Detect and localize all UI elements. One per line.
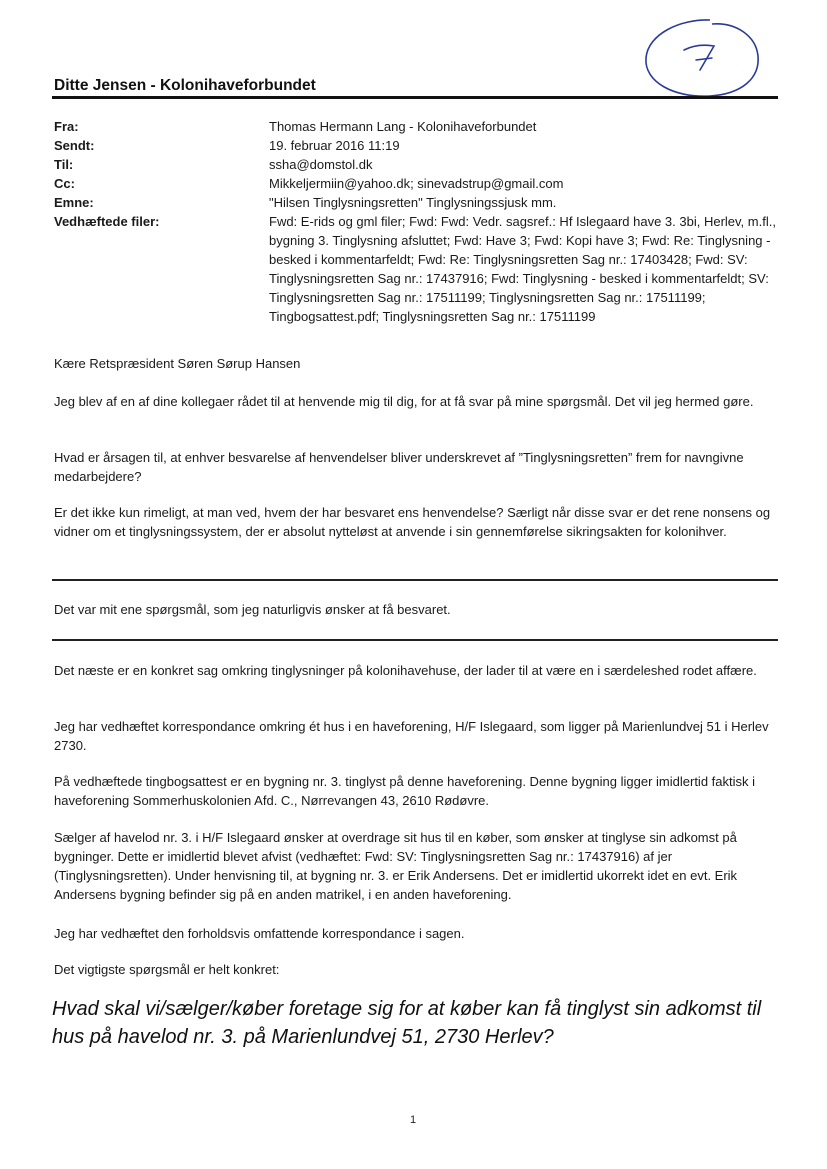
field-value: "Hilsen Tinglysningsretten" Tinglysningssjusk mm. (269, 195, 557, 210)
title-divider (52, 96, 778, 99)
email-field-sent (54, 136, 784, 155)
paragraph-3: Er det ikke kun rimeligt, at man ved, hvem der har besvaret ens henvendelse? Særligt når disse svar er det rene nonsens og vidner om et tinglysningssystem, der er absolut nytteløst at anvende i sin gennemførelse sikringsakten for kolonihver. (54, 505, 771, 539)
paragraph-1: Jeg blev af en af dine kollegaer rådet til at henvende mig til dig, for at få svar på mine spørgsmål. Det vil jeg hermed gøre. (54, 394, 754, 409)
paragraph-8: Sælger af havelod nr. 3. i H/F Islegaard ønsker at overdrage sit hus til en køber, som ønsker at tinglyse sin adkomst på bygninger. Dette er imidlertid blevet afvist (vedhæftet: Fwd: SV: Tinglysningsretten Sag nr.: 17437916) af jer (Tinglysningsretten). Under henvisning til, at bygning nr. 3. er Erik Andersens. Det er imidlertid ukorrekt idet en evt. Erik Andersens bygning befinder sig på en anden matrikel, i en anden haveforening. (54, 830, 738, 902)
field-label: Vedhæftede filer: (54, 214, 160, 229)
paragraph-6: Jeg har vedhæftet korrespondance omkring ét hus i en haveforening, H/F Islegaard, som ligger på Marienlundvej 51 i Herlev 2730. (54, 719, 769, 753)
divider-upper (52, 579, 778, 581)
field-value: ssha@domstol.dk (269, 157, 373, 172)
page-number: 1 (410, 1114, 417, 1126)
paragraph-7: På vedhæftede tingbogsattest er en bygning nr. 3. tinglyst på denne haveforening. Denne bygning ligger imidlertid faktisk i haveforening Sommerhuskolonien Afd. C., Nørrevangen 43, 2610 Rødøvre. (54, 774, 755, 808)
field-label: Emne: (54, 195, 94, 210)
field-label: Cc: (54, 176, 75, 191)
email-field-attachments (54, 212, 784, 326)
field-value: Thomas Hermann Lang - Kolonihaveforbundet (269, 119, 537, 134)
email-field-cc (54, 174, 784, 193)
email-field-to (54, 155, 784, 174)
paragraph-4: Det var mit ene spørgsmål, som jeg naturligvis ønsker at få besvaret. (54, 602, 451, 617)
field-value: Mikkeljermiin@yahoo.dk; sinevadstrup@gmail.com (269, 176, 564, 191)
paragraph-9: Jeg har vedhæftet den forholdsvis omfattende korrespondance i sagen. (54, 926, 465, 941)
key-question: Hvad skal vi/sælger/køber foretage sig for at køber kan få tinglyst sin adkomst til hus på havelod nr. 3. på Marienlundvej 51, 2730 Herlev? (52, 998, 762, 1048)
email-field-subject (54, 193, 784, 212)
paragraph-5: Det næste er en konkret sag omkring tinglysninger på kolonihavehuse, der lader til at være en i særdeleshed rodet affære. (54, 663, 757, 678)
sender-title: Ditte Jensen - Kolonihaveforbundet (54, 77, 316, 94)
paragraph-2: Hvad er årsagen til, at enhver besvarelse af henvendelser bliver underskrevet af ”Tinglysningsretten” frem for navngivne medarbejdere? (54, 450, 744, 484)
divider-lower (52, 639, 778, 641)
email-header (54, 117, 784, 326)
email-field-from (54, 117, 784, 136)
field-label: Fra: (54, 119, 79, 134)
paragraph-10: Det vigtigste spørgsmål er helt konkret: (54, 962, 280, 977)
field-label: Sendt: (54, 138, 95, 153)
handwritten-number-stamp (640, 16, 762, 102)
field-value: Fwd: E-rids og gml filer; Fwd: Fwd: Vedr. sagsref.: Hf Islegaard have 3. 3bi, Herlev, m.fl., bygning 3. Tinglysning afsluttet; Fwd: Have 3; Fwd: Kopi have 3; Fwd: Re: Tinglysning - besked i kommentarfeldt; Fwd: Re: Tinglysningsretten Sag nr.: 17403428; Fwd: SV: Tinglysningsretten Sag nr.: 17437916; Fwd: Tinglysning - besked i kommentarfeldt; SV: Tinglysningsretten Sag nr.: 17511199; Tinglysningsretten Sag nr.: 17511199; Tingbogsattest.pdf; Tinglysningsretten Sag nr.: 17511199 (269, 214, 776, 324)
salutation: Kære Retspræsident Søren Sørup Hansen (54, 356, 301, 371)
field-label: Til: (54, 157, 74, 172)
field-value: 19. februar 2016 11:19 (269, 138, 400, 153)
